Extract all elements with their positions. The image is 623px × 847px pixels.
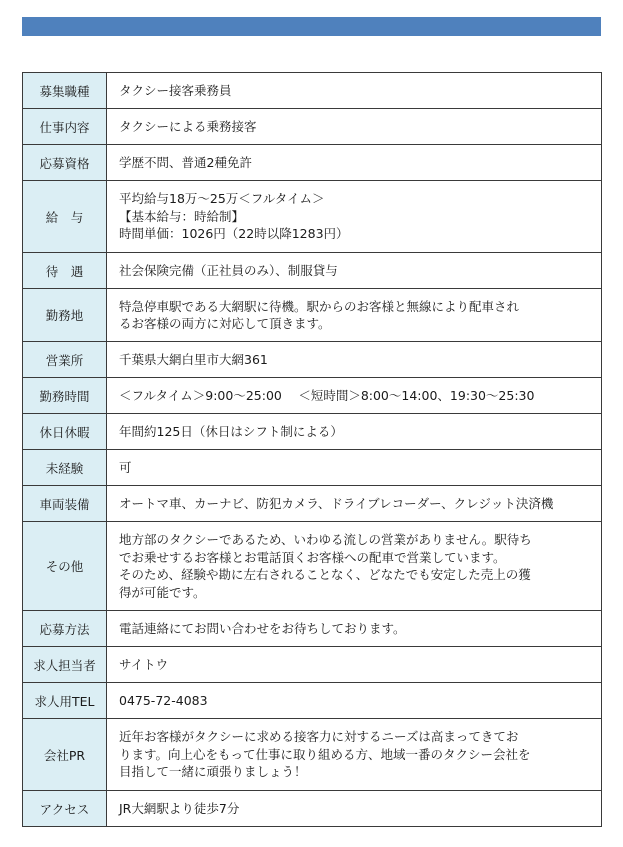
salary-value-line: 【基本給与：時給制】 [119, 208, 245, 224]
other-value-line: でお乗せするお客様とお電話頂くお客様への配車で営業しています。 [119, 549, 506, 565]
row-job-description [23, 109, 602, 145]
row-salary [23, 181, 602, 253]
job-info-table [22, 72, 602, 827]
benefits-label: 待 遇 [23, 253, 107, 289]
row-vehicle-equipment [23, 486, 602, 522]
work-location-value [107, 289, 602, 342]
benefits-value [107, 253, 602, 289]
recruit-tel-value-line: 0475-72-4083 [119, 692, 208, 708]
other-value-line: 地方部のタクシーであるため、いわゆる流しの営業がありません。駅待ち [119, 532, 532, 547]
company-pr-label: 会社PR [23, 719, 107, 791]
other-value-line: そのため、経験や勘に左右されることなく、どなたでも安定した売上の獲 [119, 567, 531, 582]
row-company-pr [23, 719, 602, 791]
office-value-line: 千葉県大網白里市大網361 [119, 351, 268, 367]
access-value [107, 791, 602, 827]
inexperience-value [107, 450, 602, 486]
company-pr-value-line: 目指して一緒に頑張りましょう！ [119, 764, 307, 780]
row-recruiter [23, 647, 602, 683]
company-pr-value-line: 近年お客様がタクシーに求める接客力に対するニーズは高まってきてお [119, 729, 519, 745]
salary-label: 給 与 [23, 181, 107, 253]
holidays-label: 休日休暇 [23, 414, 107, 450]
access-label: アクセス [23, 791, 107, 827]
work-location-label: 勤務地 [23, 289, 107, 342]
row-work-location [23, 289, 602, 342]
row-office [23, 342, 602, 378]
company-pr-value-line: ります。向上心をもって仕事に取り組める方、地域一番のタクシー会社を [119, 746, 531, 762]
inexperience-value-line: 可 [119, 459, 132, 475]
row-other [23, 522, 602, 611]
row-application-method [23, 611, 602, 647]
work-hours-value-line: ＜フルタイム＞9:00～25:00 ＜短時間＞8:00～14:00、19:30～25:30 [119, 387, 535, 403]
work-location-value-line: るお客様の両方に対応して頂きます。 [119, 316, 331, 331]
salary-value-line: 時間単価：1026円（22時以降1283円） [119, 226, 349, 242]
header-bar [22, 17, 601, 36]
qualifications-value-line: 学歴不問、普通2種免許 [119, 154, 252, 170]
benefits-value-line: 社会保険完備（正社員のみ）、制服貸与 [119, 262, 338, 278]
holidays-value [107, 414, 602, 450]
recruiter-label: 求人担当者 [23, 647, 107, 683]
salary-value-line: 平均給与18万～25万＜フルタイム＞ [119, 191, 325, 207]
inexperience-label: 未経験 [23, 450, 107, 486]
qualifications-value [107, 145, 602, 181]
row-access [23, 791, 602, 827]
job-description-value-line: タクシーによる乗務接客 [119, 118, 257, 134]
row-inexperience [23, 450, 602, 486]
recruiter-value [107, 647, 602, 683]
application-method-value [107, 611, 602, 647]
row-work-hours [23, 378, 602, 414]
vehicle-equipment-value-line: オートマ車、カーナビ、防犯カメラ、ドライブレコーダー、クレジット決済機 [119, 495, 554, 511]
company-pr-value [107, 719, 602, 791]
job-description-label: 仕事内容 [23, 109, 107, 145]
job-type-value [107, 73, 602, 109]
vehicle-equipment-value [107, 486, 602, 522]
other-label: その他 [23, 522, 107, 611]
application-method-label: 応募方法 [23, 611, 107, 647]
qualifications-label: 応募資格 [23, 145, 107, 181]
row-holidays [23, 414, 602, 450]
row-qualifications [23, 145, 602, 181]
work-location-value-line: 特急停車駅である大網駅に待機。駅からのお客様と無線により配車され [119, 298, 520, 314]
recruit-tel-label: 求人用TEL [23, 683, 107, 719]
row-job-type [23, 73, 602, 109]
other-value-line: 得が可能です。 [119, 584, 206, 600]
job-description-value [107, 109, 602, 145]
other-value [107, 522, 602, 611]
job-type-label: 募集職種 [23, 73, 107, 109]
job-type-value-line: タクシー接客乗務員 [119, 82, 232, 98]
office-label: 営業所 [23, 342, 107, 378]
work-hours-value [107, 378, 602, 414]
office-value [107, 342, 602, 378]
vehicle-equipment-label: 車両装備 [23, 486, 107, 522]
salary-value [107, 181, 602, 253]
row-benefits [23, 253, 602, 289]
access-value-line: JR大網駅より徒歩7分 [119, 800, 240, 816]
recruit-tel-value [107, 683, 602, 719]
work-hours-label: 勤務時間 [23, 378, 107, 414]
job-info-table-body [23, 73, 602, 827]
recruiter-value-line: サイトウ [119, 656, 169, 672]
row-recruit-tel [23, 683, 602, 719]
holidays-value-line: 年間約125日（休日はシフト制による） [119, 423, 343, 439]
application-method-value-line: 電話連絡にてお問い合わせをお待ちしております。 [119, 620, 406, 636]
